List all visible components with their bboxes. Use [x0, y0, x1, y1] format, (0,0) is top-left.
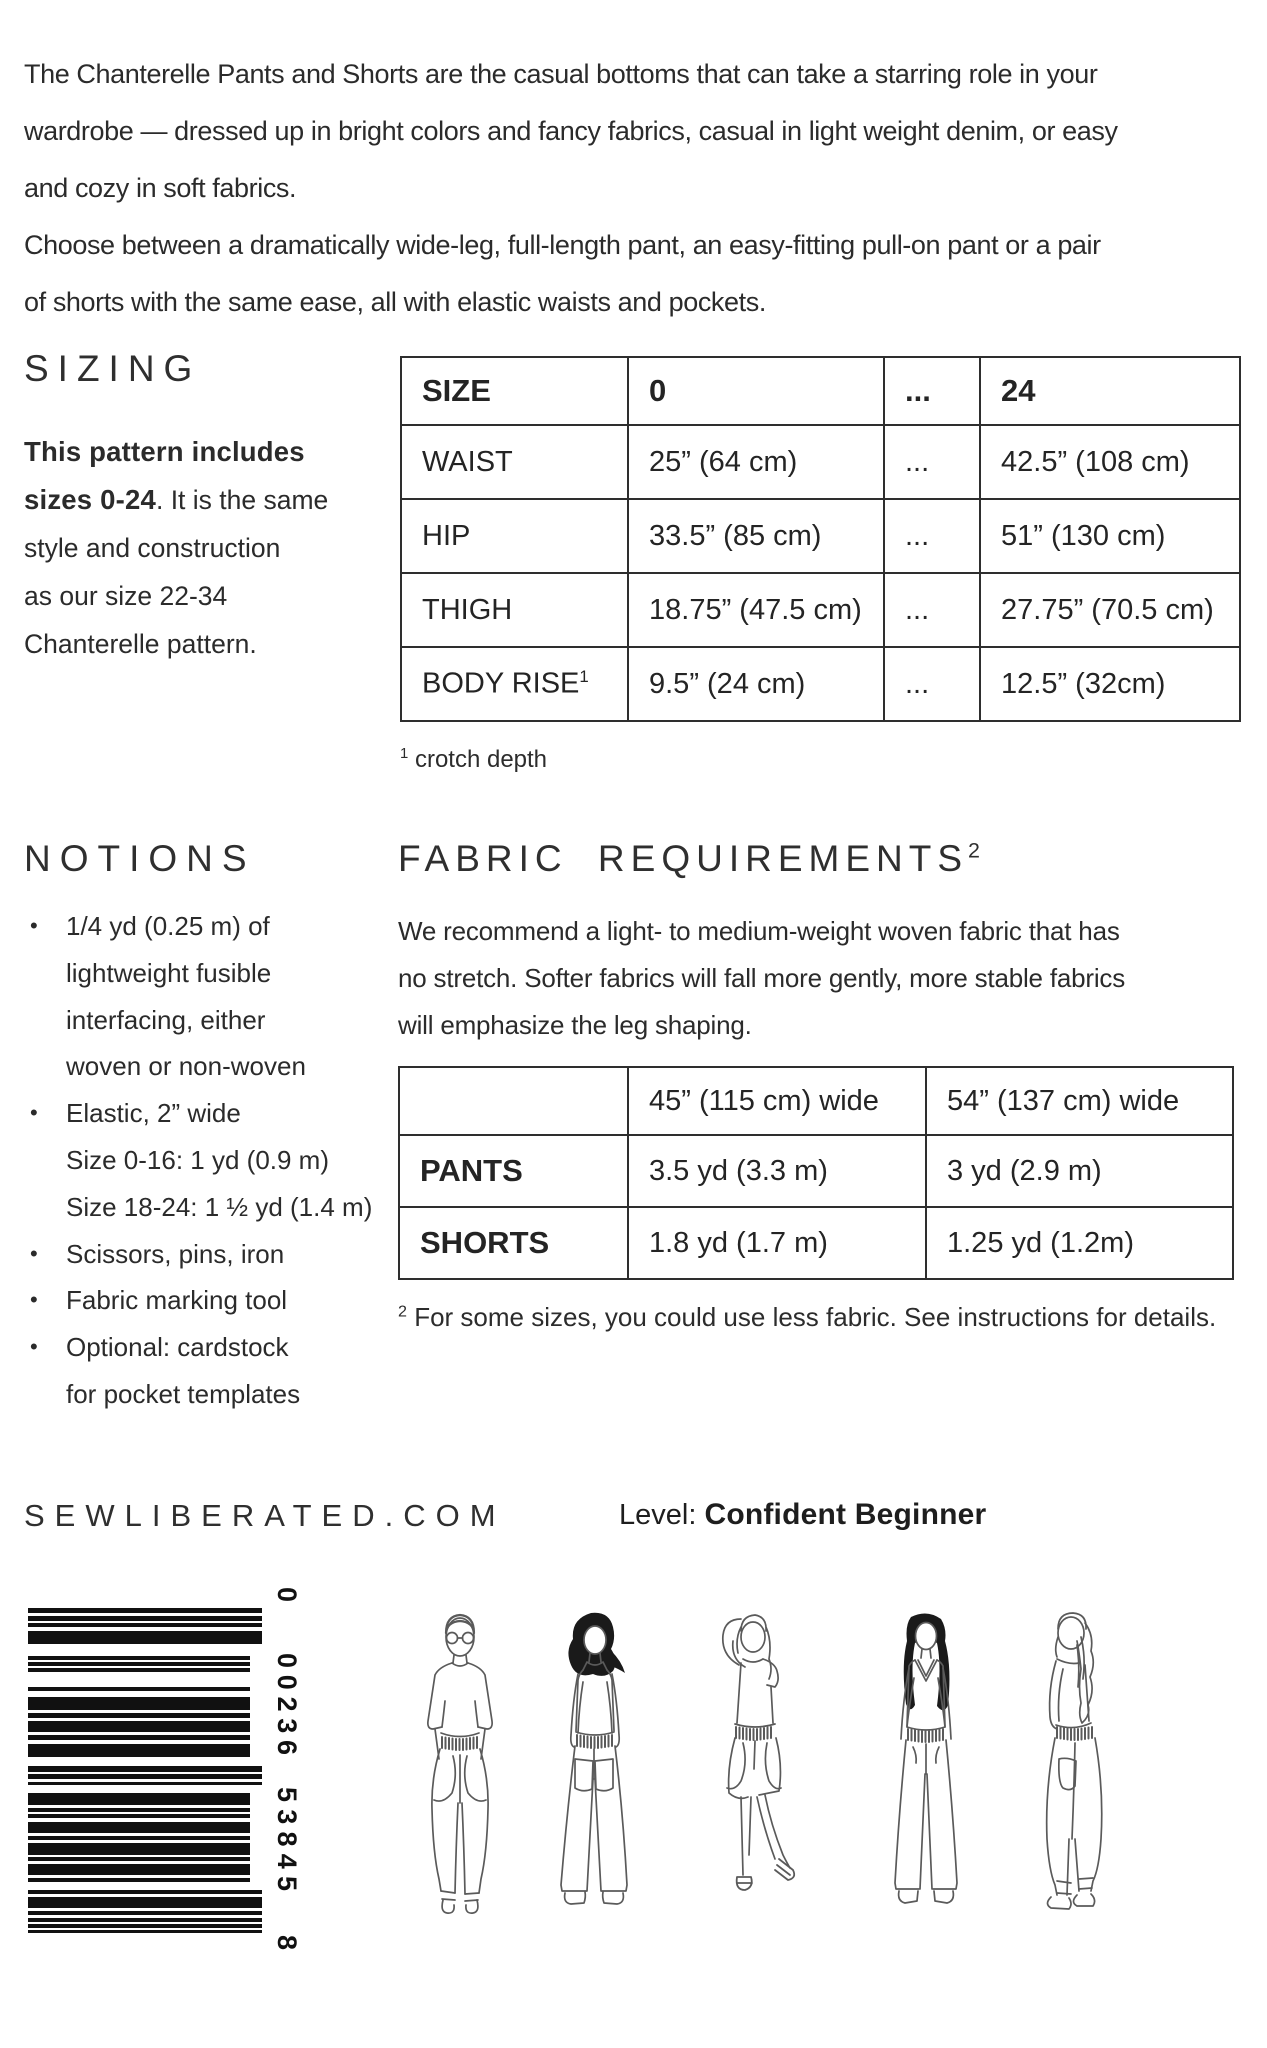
skill-level	[619, 1498, 986, 1532]
table-cell: 42.5” (108 cm)	[980, 425, 1240, 499]
table-cell: PANTS	[399, 1135, 628, 1207]
website-url: SEWLIBERATED.COM	[24, 1498, 506, 1533]
list-item-line: for pocket templates	[66, 1378, 301, 1409]
table-row	[401, 425, 1240, 499]
table-row	[399, 1135, 1233, 1207]
barcode-digit-group: 0	[272, 1587, 302, 1603]
fabric-paragraph	[398, 908, 1125, 1049]
bullet-icon: •	[30, 1240, 38, 1266]
list-item	[26, 1324, 372, 1418]
illustration-model-back-view	[1011, 1607, 1141, 1922]
table-row	[401, 647, 1240, 721]
table-cell: 9.5” (24 cm)	[628, 647, 884, 721]
table-cell: SHORTS	[399, 1207, 628, 1279]
list-item-line: interfacing, either	[66, 1004, 266, 1035]
table-cell: 54” (137 cm) wide	[926, 1067, 1233, 1135]
barcode-digit-group: 00236	[272, 1653, 302, 1755]
skill-level-label: Level:	[619, 1499, 697, 1531]
table-cell: 3 yd (2.9 m)	[926, 1135, 1233, 1207]
table-cell: THIGH	[401, 573, 628, 647]
table-cell: BODY RISE$^1$	[401, 647, 628, 721]
table-cell	[399, 1067, 628, 1135]
sizing-note-bold: sizes 0-24	[24, 484, 156, 515]
list-item-line: Size 0-16: 1 yd (0.9 m)	[66, 1144, 329, 1175]
table-header-row	[399, 1067, 1233, 1135]
illustration-model-pull-on-pants	[395, 1607, 525, 1922]
sizing-note-text: Chanterelle pattern.	[24, 629, 257, 659]
intro-line: and cozy in soft fabrics.	[24, 173, 297, 203]
list-item	[26, 1231, 372, 1278]
table-cell: 51” (130 cm)	[980, 499, 1240, 573]
list-item-line: lightweight fusible	[66, 957, 272, 988]
bullet-icon: •	[30, 1287, 38, 1313]
fabric-paragraph-line: We recommend a light- to medium-weight woven fabric that has	[398, 916, 1120, 946]
size-table	[400, 356, 1241, 722]
sizing-note	[24, 428, 328, 668]
table-cell: ...	[884, 425, 980, 499]
list-item-line: Fabric marking tool	[66, 1285, 288, 1316]
fabric-table	[398, 1066, 1234, 1280]
table-header-row	[401, 357, 1240, 425]
barcode-bars	[28, 1608, 262, 1933]
table-cell: 33.5” (85 cm)	[628, 499, 884, 573]
intro-line: of shorts with the same ease, all with elastic waists and pockets.	[24, 287, 766, 317]
footnote-marker: 1	[400, 746, 409, 762]
table-cell: 0	[628, 357, 884, 425]
table-cell: 1.25 yd (1.2m)	[926, 1207, 1233, 1279]
table-row	[401, 499, 1240, 573]
barcode-digit-group: 8	[272, 1935, 302, 1951]
fabric-paragraph-line: no stretch. Softer fabrics will fall more gently, more stable fabrics	[398, 963, 1125, 993]
list-item-line: Optional: cardstock	[66, 1332, 289, 1363]
table-cell: WAIST	[401, 425, 628, 499]
fabric-table-footnote: $^2$ For some sizes, you could use less fabric. See instructions for details.	[398, 1302, 1217, 1332]
table-cell: 24	[980, 357, 1240, 425]
sizing-heading: SIZING	[24, 348, 202, 389]
table-row	[401, 573, 1240, 647]
list-item	[26, 1090, 372, 1230]
list-item-line: 1/4 yd (0.25 m) of	[66, 911, 270, 941]
table-cell: 3.5 yd (3.3 m)	[628, 1135, 926, 1207]
table-cell: HIP	[401, 499, 628, 573]
list-item-line: Size 18-24: 1 ½ yd (1.4 m)	[66, 1191, 373, 1222]
footnote-marker: 1	[579, 667, 589, 687]
table-cell: 12.5” (32cm)	[980, 647, 1240, 721]
bullet-icon: •	[30, 1100, 38, 1126]
fabric-requirements-heading: FABRIC REQUIREMENTS$^2$	[398, 838, 982, 879]
bullet-icon: •	[30, 913, 38, 938]
table-cell: 27.75” (70.5 cm)	[980, 573, 1240, 647]
illustration-model-wide-leg-pants-front	[529, 1607, 659, 1922]
table-row	[399, 1207, 1233, 1279]
notions-list	[26, 903, 372, 1418]
sizing-note-text: as our size 22-34	[24, 581, 228, 611]
sizing-note-text: . It is the same	[155, 485, 329, 515]
table-cell: 1.8 yd (1.7 m)	[628, 1207, 926, 1279]
table-cell: ...	[884, 499, 980, 573]
table-cell: 45” (115 cm) wide	[628, 1067, 926, 1135]
intro-paragraphs	[24, 46, 1118, 331]
table-cell: ...	[884, 357, 980, 425]
table-cell: ...	[884, 647, 980, 721]
footnote-marker: 2	[968, 838, 982, 863]
illustration-model-wide-leg-pants-vneck	[861, 1607, 991, 1922]
table-cell: ...	[884, 573, 980, 647]
footnote-marker: 2	[398, 1302, 407, 1321]
fabric-paragraph-line: will emphasize the leg shaping.	[398, 1010, 752, 1040]
barcode-digit-group: 53845	[272, 1787, 302, 1891]
table-cell: 25” (64 cm)	[628, 425, 884, 499]
sizing-note-bold: This pattern includes	[24, 436, 305, 467]
skill-level-value: Confident Beginner	[704, 1498, 987, 1531]
illustration-model-shorts	[685, 1607, 815, 1922]
size-table-footnote: $^1$ crotch depth	[400, 746, 548, 773]
list-item-line: woven or non-woven	[66, 1051, 306, 1082]
list-item-line: Scissors, pins, iron	[66, 1238, 285, 1269]
sizing-note-text: style and construction	[24, 533, 281, 563]
table-cell: 18.75” (47.5 cm)	[628, 573, 884, 647]
intro-line: wardrobe — dressed up in bright colors and fancy fabrics, casual in light weight denim, or easy	[24, 116, 1118, 146]
list-item	[26, 903, 372, 1090]
list-item-line: Elastic, 2” wide	[66, 1098, 241, 1129]
upc-barcode	[25, 1585, 315, 1970]
intro-line: Choose between a dramatically wide-leg, full-length pant, an easy-fitting pull-on pant or a pair	[24, 230, 1101, 260]
table-cell: SIZE	[401, 357, 628, 425]
list-item	[26, 1277, 372, 1324]
intro-line: The Chanterelle Pants and Shorts are the casual bottoms that can take a starring role in your	[24, 59, 1098, 89]
notions-heading: NOTIONS	[24, 838, 256, 879]
bullet-icon: •	[30, 1334, 38, 1360]
